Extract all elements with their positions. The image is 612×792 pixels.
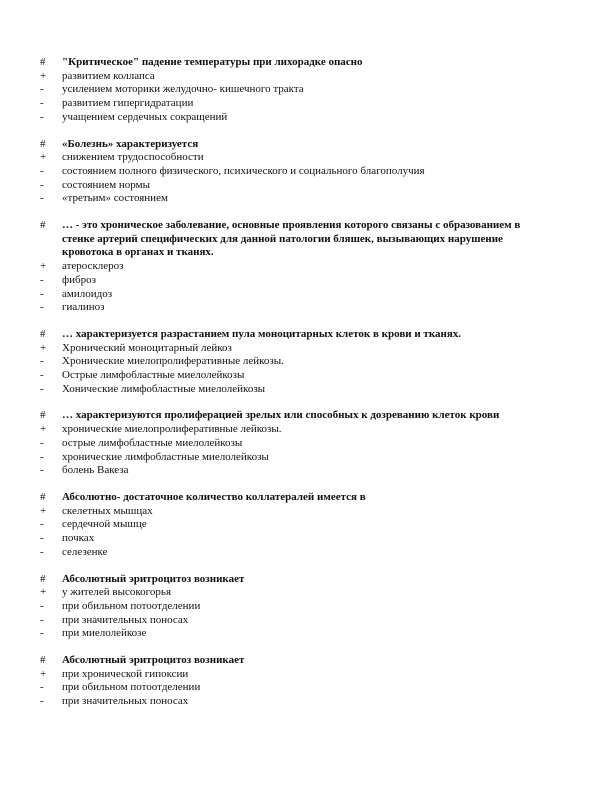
- question-row: [40, 219, 540, 260]
- answer-text: при значительных поносах: [62, 613, 189, 626]
- answer-text: при значительных поносах: [62, 695, 189, 708]
- answer-marker: +: [40, 151, 47, 164]
- answer-text: развитием гипергидратации: [62, 97, 194, 110]
- answer-text: острые лимфобластные миелолейкозы: [62, 436, 243, 449]
- correct-answer-row: [40, 260, 540, 274]
- question-row: [40, 56, 540, 70]
- question-block: [40, 654, 540, 709]
- answer-text: гиалиноз: [62, 301, 105, 314]
- answer-text: скелетных мышцах: [62, 504, 153, 517]
- question-text: … характеризуются пролиферацией зрелых или способных к дозреванию клеток крови: [62, 409, 500, 422]
- question-row: [40, 491, 540, 505]
- answer-marker: -: [40, 273, 44, 286]
- answer-text: при обильном потоотделении: [62, 681, 201, 694]
- answer-text: болень Вакеза: [62, 464, 129, 477]
- wrong-answer-row: [40, 532, 540, 546]
- wrong-answer-row: [40, 681, 540, 695]
- answer-text: состоянием нормы: [62, 178, 150, 191]
- correct-answer-row: [40, 505, 540, 519]
- wrong-answer-row: [40, 695, 540, 709]
- question-marker: #: [40, 409, 46, 422]
- question-row: [40, 138, 540, 152]
- answer-marker: -: [40, 164, 44, 177]
- question-row: [40, 328, 540, 342]
- correct-answer-row: [40, 342, 540, 356]
- wrong-answer-row: [40, 546, 540, 560]
- wrong-answer-row: [40, 165, 540, 179]
- answer-marker: -: [40, 192, 44, 205]
- question-block: [40, 219, 540, 315]
- correct-answer-row: [40, 586, 540, 600]
- question-text: Абсолютный эритроцитоз возникает: [62, 654, 245, 667]
- answer-marker: -: [40, 450, 44, 463]
- answer-marker: -: [40, 695, 44, 708]
- question-block: [40, 328, 540, 397]
- wrong-answer-row: [40, 301, 540, 315]
- answer-marker: -: [40, 627, 44, 640]
- answer-marker: -: [40, 355, 44, 368]
- answer-marker: -: [40, 436, 44, 449]
- correct-answer-row: [40, 70, 540, 84]
- answer-marker: -: [40, 382, 44, 395]
- answer-marker: -: [40, 369, 44, 382]
- question-marker: #: [40, 654, 46, 667]
- answer-marker: -: [40, 301, 44, 314]
- answer-marker: +: [40, 69, 47, 82]
- answer-marker: +: [40, 667, 47, 680]
- answer-marker: -: [40, 464, 44, 477]
- answer-marker: +: [40, 260, 47, 273]
- wrong-answer-row: [40, 518, 540, 532]
- question-block: [40, 573, 540, 642]
- wrong-answer-row: [40, 192, 540, 206]
- answer-marker: -: [40, 287, 44, 300]
- question-marker: #: [40, 219, 46, 232]
- question-marker: #: [40, 56, 46, 68]
- correct-answer-row: [40, 151, 540, 165]
- answer-text: сердечной мышце: [62, 518, 147, 531]
- wrong-answer-row: [40, 464, 540, 478]
- answer-text: фиброз: [62, 273, 96, 286]
- answer-text: при обильном потоотделении: [62, 599, 201, 612]
- answer-text: при хронической гипоксии: [62, 667, 189, 680]
- answer-text: Острые лимфобластные миелолейкозы: [62, 369, 245, 382]
- question-marker: #: [40, 137, 46, 150]
- question-block: [40, 56, 540, 125]
- question-block: [40, 491, 540, 560]
- wrong-answer-row: [40, 614, 540, 628]
- question-block: [40, 138, 540, 207]
- answer-text: селезенке: [62, 545, 108, 558]
- question-text: Абсолютно- достаточное количество коллатералей имеется в: [62, 490, 366, 503]
- answer-text: у жителей высокогорья: [62, 586, 172, 599]
- question-row: [40, 409, 540, 423]
- wrong-answer-row: [40, 627, 540, 641]
- question-text: … - это хроническое заболевание, основные проявления которого связаны с образованием в стенке артерий специфических для данной патологии бляшек, вызывающих нарушение кровотока в органах и тканях.: [62, 219, 521, 259]
- answer-text: Хронические миелопролиферативные лейкозы.: [62, 355, 284, 368]
- answer-text: при миелолейкозе: [62, 627, 147, 640]
- wrong-answer-row: [40, 437, 540, 451]
- wrong-answer-row: [40, 288, 540, 302]
- wrong-answer-row: [40, 355, 540, 369]
- wrong-answer-row: [40, 97, 540, 111]
- answer-text: учащением сердечных сокращений: [62, 110, 228, 123]
- question-row: [40, 573, 540, 587]
- answer-text: снижением трудоспособности: [62, 151, 204, 164]
- answer-marker: -: [40, 518, 44, 531]
- answer-text: «третьим» состоянием: [62, 192, 168, 205]
- answer-marker: -: [40, 545, 44, 558]
- question-marker: #: [40, 490, 46, 503]
- answer-marker: -: [40, 97, 44, 110]
- answer-text: почках: [62, 532, 95, 545]
- answer-text: Хонические лимфобластные миелолейкозы: [62, 382, 266, 395]
- question-marker: #: [40, 327, 46, 340]
- answer-text: хронические лимфобластные миелолейкозы: [62, 450, 269, 463]
- answer-marker: +: [40, 586, 47, 599]
- answer-text: состоянием полного физического, психического и социального благополучия: [62, 164, 425, 177]
- answer-text: развитием коллапса: [62, 69, 155, 82]
- answer-marker: -: [40, 83, 44, 96]
- wrong-answer-row: [40, 600, 540, 614]
- answer-text: усилением моторики желудочно- кишечного тракта: [62, 83, 304, 96]
- answer-text: амилоидоз: [62, 287, 113, 300]
- answer-marker: -: [40, 532, 44, 545]
- question-text: … характеризуется разрастанием пула моноцитарных клеток в крови и тканях.: [62, 327, 462, 340]
- answer-marker: -: [40, 599, 44, 612]
- answer-text: Хронический моноцитарный лейкоз: [62, 341, 232, 354]
- answer-marker: -: [40, 178, 44, 191]
- answer-text: хронические миелопролиферативные лейкозы.: [62, 423, 282, 436]
- answer-text: атеросклероз: [62, 260, 124, 273]
- wrong-answer-row: [40, 383, 540, 397]
- question-block: [40, 409, 540, 478]
- correct-answer-row: [40, 668, 540, 682]
- wrong-answer-row: [40, 179, 540, 193]
- answer-marker: +: [40, 504, 47, 517]
- question-text: «Болезнь» характеризуется: [62, 137, 199, 150]
- wrong-answer-row: [40, 369, 540, 383]
- wrong-answer-row: [40, 274, 540, 288]
- question-marker: #: [40, 572, 46, 585]
- wrong-answer-row: [40, 451, 540, 465]
- wrong-answer-row: [40, 83, 540, 97]
- answer-marker: +: [40, 341, 47, 354]
- answer-marker: -: [40, 110, 44, 123]
- question-text: Абсолютный эритроцитоз возникает: [62, 572, 245, 585]
- answer-marker: -: [40, 613, 44, 626]
- answer-marker: -: [40, 681, 44, 694]
- answer-marker: +: [40, 423, 47, 436]
- question-list: [40, 56, 540, 722]
- question-row: [40, 654, 540, 668]
- correct-answer-row: [40, 423, 540, 437]
- wrong-answer-row: [40, 111, 540, 125]
- question-text: "Критическое" падение температуры при лихорадке опасно: [62, 56, 363, 68]
